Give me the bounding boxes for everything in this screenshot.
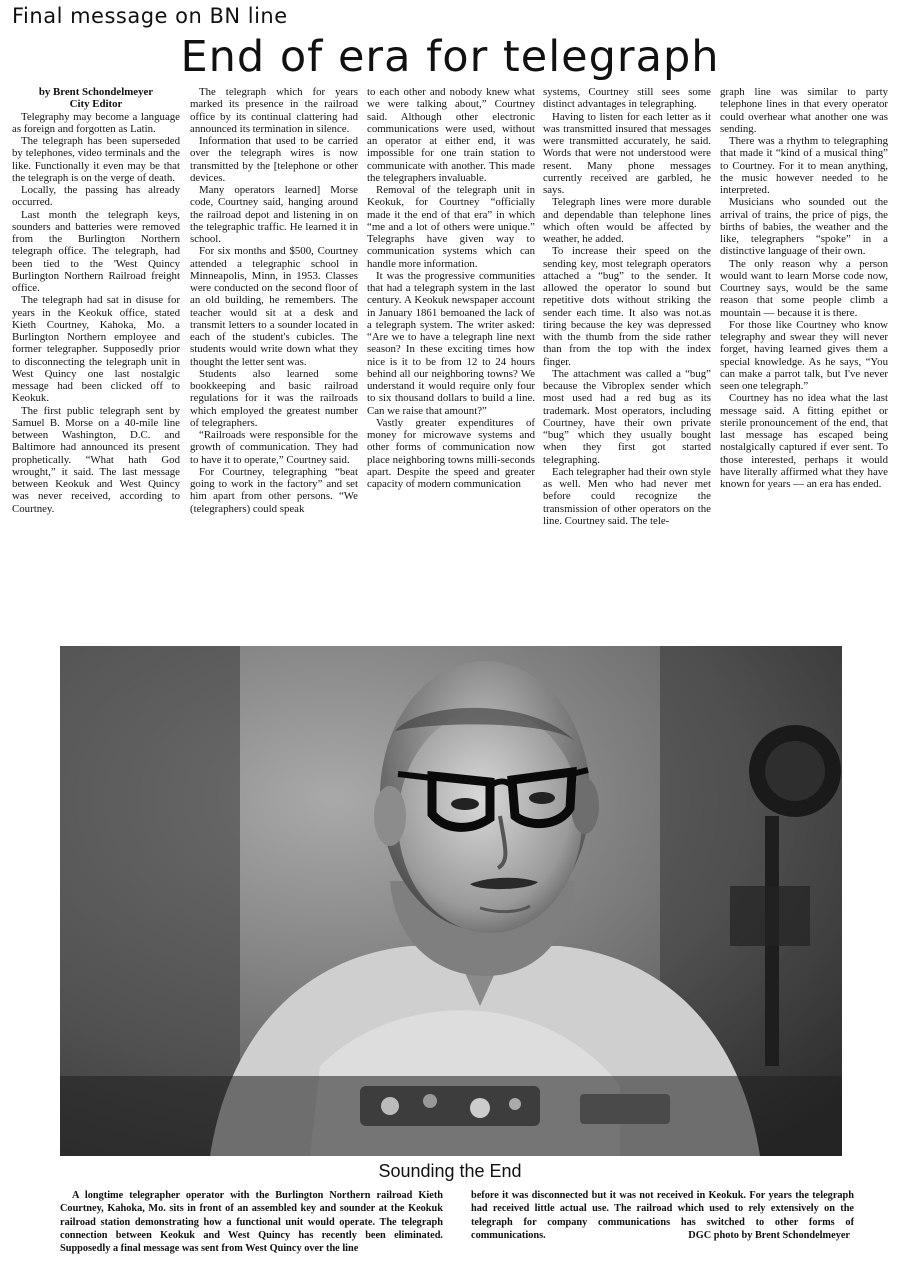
paragraph: For Courtney, telegraphing “beat going to work in the factory” and set him apart from other persons. “We (telegraphers) could speak	[190, 465, 358, 515]
telegrapher-photo	[60, 646, 842, 1156]
caption-text-span: before it was disconnected but it was not received in Keokuk. For years the telegraph had received little actual use. The railroad which used to rely extensively on the telegraph for company communications has switched to other forms of communications.	[471, 1190, 854, 1241]
headline: End of era for telegraph	[180, 32, 720, 82]
paragraph: The telegraph had sat in disuse for years in the Keokuk office, stated Kieth Courtney, Kahoka, Mo. a Burlington Northern employee and former telegrapher. Supposedly prior to disconnecting the telegraph unit in West Quincy one last nostalgic message had been clicked off to Keokuk.	[12, 294, 180, 405]
photo-credit: DGC photo by Brent Schondelmeyer	[688, 1229, 850, 1241]
caption-text: A longtime telegrapher operator with the Burlington Northern railroad Kieth Courtney, Kahoka, Mo. sits in front of an assembled key and sounder at the Keokuk railroad station demonstrating how a functional unit would operate. The telegraph connection between Keokuk and West Quincy has recently been eliminated. Supposedly a final message was sent from West Quincy over the line	[60, 1190, 443, 1255]
paragraph: For those like Courtney who know telegraphy and swear they will never forget, having learned gives them a special knowledge. As he says, “You can make a parrot talk, but I've never seen one telegraph.”	[720, 318, 888, 392]
paragraph: Last month the telegraph keys, sounders and batteries were removed from the Burlington Northern telegraph office. The telegraph, had been tied to the 'West Quincy Burlington Northern Railroad freight office.	[12, 208, 180, 294]
paragraph: to each other and nobody knew what we were talking about,” Courtney said. Although other electronic communications were used, without an operator at either end, it was impossible for one train station to communicate with another. This made the telegraphers invaluable.	[367, 86, 535, 184]
paragraph: The first public telegraph sent by Samuel B. Morse on a 40-mile line between Washington, D.C. and Baltimore had announced its present prophetically. “What hath God wrought,” it said. The last message between Keokuk and West Quincy was never received, according to Courtney.	[12, 404, 180, 515]
paragraph: The telegraph has been superseded by telephones, video terminals and the like. Functionally it even may be that the telegraph is on the verge of death.	[12, 135, 180, 184]
paragraph: “Railroads were responsible for the growth of communication. They had to have it to operate,” Courtney said.	[190, 429, 358, 466]
paragraph: The only reason why a person would want to learn Morse code now, Courtney says, would be the same reason that some people climb a mountain — because it is there.	[720, 257, 888, 319]
paragraph: Having to listen for each letter as it was transmitted insured that messages were transmitted accurately, he said. Words that were not understood were resent. Many phone messages currently received are garbled, he says.	[543, 110, 711, 196]
photo-caption-left	[60, 1189, 443, 1255]
byline-author: by Brent Schondelmeyer	[38, 86, 154, 98]
paragraph: Each telegrapher had their own style as well. Men who had never met before could recognize the transmission of other operators on the line. Courtney said. The tele-	[543, 465, 711, 527]
paragraph: For six months and $500, Courtney attended a telegraphic school in Minneapolis, Minn, in 1953. Classes were conducted on the second floor of an old building, he remembers. The teacher would sit at a desk and transmit letters to a sounder located in each of the student's cubicles. The students would write down what they thought the letter sent was.	[190, 245, 358, 368]
caption-text	[471, 1189, 854, 1242]
paragraph: Removal of the telegraph unit in Keokuk, for Courtney “officially made it the end of that era” in which “me and a lot of others were unique.” Telegraphs have given way to communication systems which can handle more information.	[367, 184, 535, 270]
paragraph: The telegraph which for years marked its presence in the railroad office by its continual clattering had announced its termination in silence.	[190, 86, 358, 135]
article-column-1	[12, 86, 180, 636]
paragraph: Telegraphy may become a language as foreign and forgotten as Latin.	[12, 110, 180, 135]
paragraph: Locally, the passing has already occurred.	[12, 184, 180, 209]
paragraph: systems, Courtney still sees some distinct advantages in telegraphing.	[543, 86, 711, 111]
article-column-5	[720, 86, 888, 636]
kicker: Final message on BN line	[12, 4, 288, 28]
paragraph: graph line was similar to party telephone lines in that every operator could overhear what another one was sending.	[720, 86, 888, 135]
photo-caption-right	[471, 1189, 854, 1242]
paragraph: There was a rhythm to telegraphing that made it “kind of a musical thing” to Courtney. For it to mean anything, the music however needed to he interpreted.	[720, 135, 888, 196]
article-column-4	[543, 86, 711, 636]
article-column-3	[367, 86, 535, 636]
paragraph: To increase their speed on the sending key, most telegraph operators attached a “bug” to the sender. It allowed the operator lo sound but repetitive dots without striking the sender each time. It also was not.as tiring because the key was depressed with the thumb from the side rather than from the top with the index finger.	[543, 245, 711, 368]
paragraph: It was the progressive communities that had a telegraph system in the last century. A Keokuk newspaper account in January 1861 bemoaned the lack of a telegraph system. The writer asked: “Are we to have a telegraph line next season? In these exciting times how nice is it to be from 12 to 24 hours behind all our neighboring towns? We understand it would require only four to six thousand dollars to build a line. Can we raise that amount?”	[367, 269, 535, 417]
article-column-2	[190, 86, 358, 636]
byline-role: City Editor	[69, 98, 123, 111]
paragraph: Courtney has no idea what the last message said. A fitting epithet or sterile pronouncement of the end, that last message has escaped being nostalgically captured if ever sent. To those interested, perhaps it would have literally affirmed what they have known for years — an era has ended.	[720, 392, 888, 490]
paragraph: Telegraph lines were more durable and dependable than telephone lines which often would be affected by weather, he added.	[543, 196, 711, 245]
paragraph: Vastly greater expenditures of money for microwave systems and other forms of communication now place neighboring towns milli-seconds apart. Despite the speed and greater capacity of modern communication	[367, 416, 535, 490]
paragraph: Information that used to be carried over the telegraph wires is now transmitted by the [telephone or other devices.	[190, 135, 358, 184]
paragraph: The attachment was called a “bug” because the Vibroplex sender which most used had a red bug as its trademark. Most operators, including Courtney, have their own private “bug” which they usually bought when they first got started telegraphing.	[543, 367, 711, 466]
photo-caption-title: Sounding the End	[378, 1161, 522, 1181]
paragraph: Students also learned some bookkeeping and basic railroad regulations for it was the railroads which employed the greatest number of telegraphers.	[190, 367, 358, 429]
paragraph: Many operators learned] Morse code, Courtney said, hanging around the railroad depot and listening in on the telegraphic traffic. He learned it in school.	[190, 184, 358, 245]
telegrapher-illustration	[60, 646, 842, 1156]
paragraph: Musicians who sounded out the arrival of trains, the price of pigs, the births of babies, the weather and the like, telegraphers “spoke” in a distinctive language of their own.	[720, 196, 888, 258]
